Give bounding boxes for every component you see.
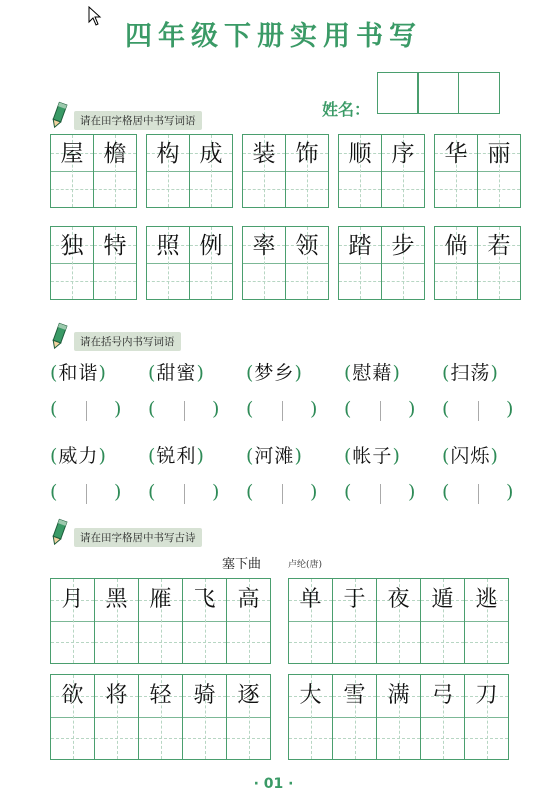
character: 雪 xyxy=(343,683,366,708)
paren-word: (甜蜜) xyxy=(148,362,205,384)
tianzige-cell[interactable] xyxy=(243,135,285,207)
tianzige-cell[interactable] xyxy=(94,675,138,759)
tianzige-cell[interactable] xyxy=(435,227,477,299)
tianzige-cell[interactable] xyxy=(420,579,464,663)
tianzige-cell[interactable] xyxy=(51,675,94,759)
paren-word: (梦乡) xyxy=(246,362,303,384)
paren-word: (和谐) xyxy=(50,362,107,384)
word-box xyxy=(50,134,137,208)
tianzige-cell[interactable] xyxy=(332,579,376,663)
name-boxes[interactable] xyxy=(378,72,500,114)
word-grid-row xyxy=(50,134,521,208)
paren-word: (威力) xyxy=(50,445,107,467)
character: 照 xyxy=(156,233,180,259)
paren-word: (河滩) xyxy=(246,445,303,467)
tianzige-cell[interactable] xyxy=(435,135,477,207)
tianzige-cell[interactable] xyxy=(51,135,93,207)
character: 欲 xyxy=(61,683,84,708)
tianzige-cell[interactable] xyxy=(376,579,420,663)
poem-line-grid xyxy=(288,674,509,760)
tianzige-cell[interactable] xyxy=(477,135,520,207)
character: 骑 xyxy=(193,683,216,708)
character: 逐 xyxy=(237,683,260,708)
tianzige-cell[interactable] xyxy=(93,135,136,207)
paren-word: (扫荡) xyxy=(442,362,499,384)
word-box xyxy=(434,226,521,300)
section-label: 请在田字格居中书写词语 xyxy=(74,111,202,130)
paren-blank[interactable]: ( ) xyxy=(246,398,318,420)
paren-word: (帐子) xyxy=(344,445,401,467)
character: 屋 xyxy=(60,141,84,167)
character: 倘 xyxy=(444,233,468,259)
tianzige-cell[interactable] xyxy=(182,579,226,663)
tianzige-cell[interactable] xyxy=(94,579,138,663)
character: 踏 xyxy=(348,233,372,259)
tianzige-cell[interactable] xyxy=(226,579,270,663)
section-label: 请在田字格居中书写古诗 xyxy=(74,528,202,547)
tianzige-cell[interactable] xyxy=(51,579,94,663)
character: 檐 xyxy=(103,141,127,167)
word-box xyxy=(146,226,233,300)
character: 大 xyxy=(299,683,322,708)
tianzige-cell[interactable] xyxy=(381,227,424,299)
name-box[interactable] xyxy=(417,72,459,114)
character: 遁 xyxy=(431,587,454,612)
paren-blank[interactable]: ( ) xyxy=(148,398,220,420)
character: 华 xyxy=(444,141,468,167)
tianzige-cell[interactable] xyxy=(51,227,93,299)
poem-line-grid xyxy=(288,578,509,664)
paren-blank[interactable]: ( ) xyxy=(442,481,514,503)
word-box xyxy=(242,226,329,300)
word-box xyxy=(242,134,329,208)
character: 丽 xyxy=(487,141,511,167)
poem-line-grid xyxy=(50,578,271,664)
character: 弓 xyxy=(431,683,454,708)
page-title: 四年级下册实用书写 xyxy=(125,21,422,52)
tianzige-cell[interactable] xyxy=(189,135,232,207)
tianzige-cell[interactable] xyxy=(182,675,226,759)
character: 若 xyxy=(487,233,511,259)
poem-title: 塞下曲 xyxy=(222,557,262,572)
poem-line-grid xyxy=(50,674,271,760)
name-label: 姓名： xyxy=(322,100,371,119)
tianzige-cell[interactable] xyxy=(285,227,328,299)
word-box xyxy=(434,134,521,208)
tianzige-cell[interactable] xyxy=(226,675,270,759)
tianzige-cell[interactable] xyxy=(376,675,420,759)
tianzige-cell[interactable] xyxy=(464,579,508,663)
character: 构 xyxy=(156,141,180,167)
paren-blank[interactable]: ( ) xyxy=(246,481,318,503)
tianzige-cell[interactable] xyxy=(138,675,182,759)
paren-word-row xyxy=(50,441,516,468)
character: 步 xyxy=(391,233,415,259)
pencil-icon xyxy=(48,518,70,546)
character: 领 xyxy=(295,233,319,259)
paren-blank[interactable]: ( ) xyxy=(148,481,220,503)
paren-word: (慰藉) xyxy=(344,362,401,384)
character: 雁 xyxy=(149,587,172,612)
character: 黑 xyxy=(105,587,128,612)
section-label: 请在括号内书写词语 xyxy=(74,332,181,351)
page-number: · 01 · xyxy=(253,776,294,792)
tianzige-cell[interactable] xyxy=(332,675,376,759)
character: 率 xyxy=(252,233,276,259)
tianzige-cell[interactable] xyxy=(420,675,464,759)
word-box xyxy=(338,226,425,300)
paren-blank[interactable]: ( ) xyxy=(344,398,416,420)
tianzige-cell[interactable] xyxy=(189,227,232,299)
paren-word: (闪烁) xyxy=(442,445,499,467)
character: 序 xyxy=(391,141,415,167)
word-grid-row xyxy=(50,226,521,300)
character: 夜 xyxy=(387,587,410,612)
paren-blank[interactable]: ( ) xyxy=(50,481,122,503)
word-box xyxy=(338,134,425,208)
character: 满 xyxy=(387,683,410,708)
tianzige-cell[interactable] xyxy=(289,579,332,663)
paren-word: (锐利) xyxy=(148,445,205,467)
character: 刀 xyxy=(475,683,498,708)
character: 高 xyxy=(237,587,260,612)
tianzige-cell[interactable] xyxy=(339,227,381,299)
character: 轻 xyxy=(149,683,172,708)
tianzige-cell[interactable] xyxy=(243,227,285,299)
character: 月 xyxy=(61,587,84,612)
name-box[interactable] xyxy=(458,72,500,114)
character: 独 xyxy=(60,233,84,259)
name-box[interactable] xyxy=(377,72,419,114)
paren-blank-row xyxy=(50,481,516,503)
tianzige-cell[interactable] xyxy=(285,135,328,207)
tianzige-cell[interactable] xyxy=(138,579,182,663)
tianzige-cell[interactable] xyxy=(381,135,424,207)
character: 飞 xyxy=(193,587,216,612)
poem-author: 卢纶(唐) xyxy=(288,560,323,570)
word-box xyxy=(50,226,137,300)
tianzige-cell[interactable] xyxy=(147,227,189,299)
character: 单 xyxy=(299,587,322,612)
tianzige-cell[interactable] xyxy=(147,135,189,207)
character: 特 xyxy=(103,233,127,259)
tianzige-cell[interactable] xyxy=(93,227,136,299)
character: 饰 xyxy=(295,141,319,167)
character: 顺 xyxy=(348,141,372,167)
character: 成 xyxy=(199,141,223,167)
character: 于 xyxy=(343,587,366,612)
word-box xyxy=(146,134,233,208)
paren-word-row xyxy=(50,358,516,385)
tianzige-cell[interactable] xyxy=(477,227,520,299)
paren-blank[interactable]: ( ) xyxy=(442,398,514,420)
tianzige-cell[interactable] xyxy=(289,675,332,759)
character: 将 xyxy=(105,683,128,708)
character: 装 xyxy=(252,141,276,167)
character: 例 xyxy=(199,233,223,259)
character: 逃 xyxy=(475,587,498,612)
paren-blank-row xyxy=(50,398,516,420)
tianzige-cell[interactable] xyxy=(464,675,508,759)
paren-blank[interactable]: ( ) xyxy=(50,398,122,420)
pencil-icon xyxy=(48,101,70,129)
tianzige-cell[interactable] xyxy=(339,135,381,207)
paren-blank[interactable]: ( ) xyxy=(344,481,416,503)
pencil-icon xyxy=(48,322,70,350)
